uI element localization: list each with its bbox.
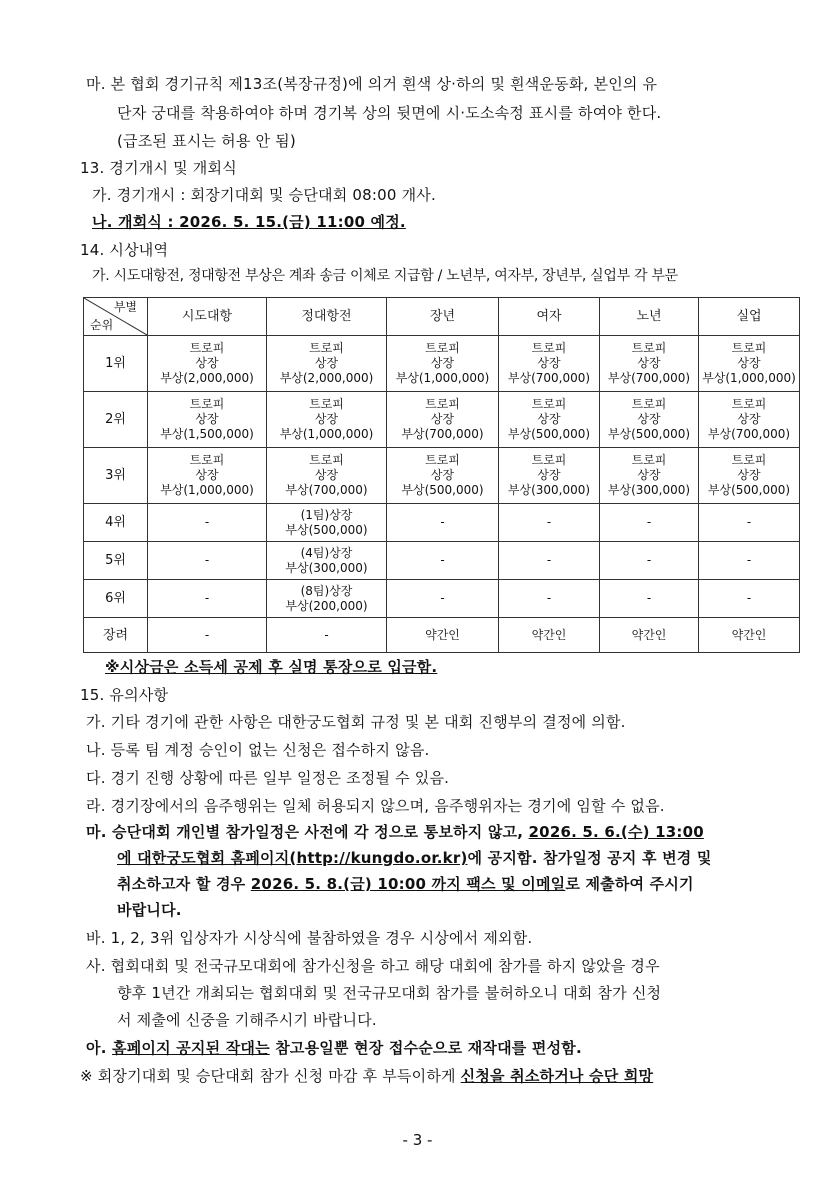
cell-text: -: [546, 515, 552, 529]
cell-text: 부상(500,000): [707, 483, 791, 497]
cell-text: -: [204, 553, 210, 567]
table-cell: [387, 448, 499, 504]
cell-text: 약간인: [631, 627, 667, 642]
cell-text: (1팀)상장: [300, 507, 353, 522]
cell-text: 부상(300,000): [285, 560, 368, 575]
cell-text: 약간인: [425, 627, 460, 642]
notice-final: [80, 1066, 653, 1086]
notice-a: [86, 1038, 582, 1058]
column-header: 실업: [699, 298, 800, 336]
cell-text: 트로피: [309, 453, 344, 467]
notice-ma-line-4: 바랍니다.: [117, 901, 182, 919]
header-rank-label: 순위: [90, 318, 114, 332]
cell-text: 트로피: [631, 453, 667, 467]
cell-text: 상장: [314, 468, 339, 482]
cell-text: 상장: [637, 468, 661, 482]
column-header: 시도대항: [148, 298, 267, 336]
section-13-item-na: [92, 212, 406, 232]
section-14-item-ga: 가. 시도대항전, 정대항전 부상은 계좌 송금 이체로 지급함 / 노년부, 여자부, 장년부, 실업부 각 부문: [92, 268, 678, 284]
notice-a-homepage: 홈페이지 공지된 작대는: [112, 1039, 270, 1057]
table-cell: [600, 336, 699, 392]
cell-text: 트로피: [309, 341, 344, 355]
rank-cell: 4위: [84, 504, 148, 542]
table-cell: [148, 336, 267, 392]
notice-ba: 바. 1, 2, 3위 입상자가 시상식에 불참하였을 경우 시상에서 제외함.: [86, 929, 533, 947]
prize-table-body: [84, 336, 800, 653]
cell-text: 트로피: [731, 341, 767, 355]
cell-text: 부상(1,000,000): [395, 371, 490, 385]
cell-text: 상장: [195, 356, 219, 370]
cell-text: -: [546, 591, 552, 605]
cell-text: 부상(1,000,000): [279, 427, 374, 441]
cell-text: 트로피: [425, 397, 460, 411]
table-cell: [699, 580, 800, 618]
cell-text: (8팀)상장: [300, 583, 353, 598]
table-cell: [148, 580, 267, 618]
table-cell: [600, 542, 699, 580]
cell-text: -: [746, 553, 752, 567]
cell-text: 부상(500,000): [507, 427, 591, 441]
cell-text: -: [204, 627, 210, 642]
table-cell: [267, 504, 387, 542]
section-13-item-ga: 가. 경기개시 : 회장기대회 및 승단대회 08:00 개사.: [92, 186, 436, 204]
cell-text: 상장: [195, 412, 219, 426]
cell-text: 트로피: [189, 341, 225, 355]
table-cell: [699, 448, 800, 504]
cell-text: 상장: [314, 356, 339, 370]
prize-note-text: ※시상금은 소득세 공제 후 실명 통장으로 입금함.: [105, 658, 438, 676]
notice-a-text: 참고용일뿐 현장 접수순으로 재작대를 편성함.: [269, 1039, 582, 1057]
cell-text: 부상(700,000): [401, 427, 484, 441]
notice-sa-line-1: 사. 협회대회 및 전국규모대회에 참가신청을 하고 해당 대회에 참가를 하지 않았을 경우: [86, 957, 660, 975]
table-cell: [600, 580, 699, 618]
table-header-row: [84, 298, 800, 336]
cell-text: 부상(700,000): [607, 371, 691, 385]
column-header: 노년: [600, 298, 699, 336]
cell-text: (4팀)상장: [300, 545, 353, 560]
table-row: [84, 448, 800, 504]
cell-text: -: [546, 553, 552, 567]
table-cell: [699, 618, 800, 653]
cell-text: 부상(700,000): [285, 483, 368, 497]
table-row: [84, 580, 800, 618]
table-cell: [387, 392, 499, 448]
rank-cell: 6위: [84, 580, 148, 618]
section-14-title: 14. 시상내역: [80, 241, 169, 259]
rank-cell: 3위: [84, 448, 148, 504]
table-cell: [267, 580, 387, 618]
cell-text: -: [440, 515, 445, 529]
cell-text: 상장: [430, 356, 455, 370]
table-cell: [148, 618, 267, 653]
cell-text: -: [440, 591, 445, 605]
section-15-title: 15. 유의사항: [80, 686, 169, 704]
table-cell: [267, 392, 387, 448]
cell-text: 트로피: [731, 453, 767, 467]
rank-cell: 장려: [84, 618, 148, 653]
cell-text: -: [746, 515, 752, 529]
header-diagonal-cell: [84, 298, 148, 336]
prize-table: [83, 297, 800, 653]
table-cell: [148, 504, 267, 542]
cell-text: 트로피: [631, 341, 667, 355]
cell-text: 부상(200,000): [285, 598, 368, 613]
table-cell: [600, 618, 699, 653]
table-cell: [148, 448, 267, 504]
cell-text: 약간인: [531, 627, 567, 642]
table-cell: [699, 336, 800, 392]
rank-cell: 5위: [84, 542, 148, 580]
table-cell: [387, 336, 499, 392]
notice-final-text: ※ 회장기대회 및 승단대회 참가 신청 마감 후 부득이하게: [80, 1067, 461, 1085]
cell-text: 상장: [637, 356, 661, 370]
prize-note: [105, 657, 437, 677]
cell-text: -: [204, 591, 210, 605]
cell-text: 상장: [430, 468, 455, 482]
table-cell: [499, 504, 600, 542]
cell-text: 트로피: [189, 397, 225, 411]
table-cell: [267, 542, 387, 580]
cell-text: 상장: [537, 412, 561, 426]
notice-ma-deadline: 2026. 5. 8.(금) 10:00 까지 팩스 및 이메일: [250, 875, 566, 893]
rule-ma-line-2: 단자 궁대를 착용하여야 하며 경기복 상의 뒷면에 시·도소속정 표시를 하여야 한다.: [117, 104, 662, 122]
rank-cell: 1위: [84, 336, 148, 392]
cell-text: 상장: [737, 412, 761, 426]
table-cell: [387, 542, 499, 580]
table-cell: [499, 448, 600, 504]
notice-final-underline: 신청을 취소하거나 승단 희망: [460, 1067, 654, 1085]
cell-text: -: [646, 553, 652, 567]
notice-a-prefix: 아.: [86, 1039, 113, 1057]
cell-text: 상장: [430, 412, 455, 426]
cell-text: 상장: [737, 356, 761, 370]
cell-text: 부상(2,000,000): [160, 371, 254, 385]
table-cell: [600, 448, 699, 504]
table-row: [84, 618, 800, 653]
cell-text: 상장: [537, 356, 561, 370]
table-row: [84, 336, 800, 392]
table-row: [84, 504, 800, 542]
cell-text: 부상(700,000): [707, 427, 791, 441]
cell-text: 트로피: [189, 453, 225, 467]
cell-text: 트로피: [531, 397, 567, 411]
table-cell: [600, 504, 699, 542]
notice-ma-line-2: [117, 848, 712, 868]
notice-ma-text-2: 에 공지함. 참가일정 공지 후 변경 및: [467, 849, 712, 867]
cell-text: -: [204, 515, 210, 529]
table-cell: [387, 580, 499, 618]
table-cell: [148, 392, 267, 448]
cell-text: 트로피: [631, 397, 667, 411]
cell-text: 부상(2,000,000): [279, 371, 374, 385]
cell-text: 부상(1,500,000): [160, 427, 254, 441]
cell-text: 트로피: [531, 453, 567, 467]
table-row: [84, 392, 800, 448]
cell-text: 트로피: [531, 341, 567, 355]
table-cell: [267, 618, 387, 653]
table-cell: [499, 618, 600, 653]
cell-text: 상장: [314, 412, 339, 426]
notice-da: 다. 경기 진행 상황에 따른 일부 일정은 조정될 수 있음.: [86, 769, 450, 787]
table-row: [84, 542, 800, 580]
notice-sa-line-3: 서 제출에 신중을 기해주시기 바랍니다.: [117, 1011, 377, 1029]
column-header: 정대항전: [267, 298, 387, 336]
rule-ma-line-3: (급조된 표시는 허용 안 됨): [117, 132, 296, 150]
notice-na: 나. 등록 팀 계정 승인이 없는 신청은 접수하지 않음.: [86, 741, 430, 759]
table-cell: [499, 542, 600, 580]
cell-text: 부상(500,000): [285, 522, 368, 537]
table-cell: [267, 336, 387, 392]
notice-ma-line-1: [86, 822, 704, 842]
cell-text: 부상(300,000): [607, 483, 691, 497]
opening-ceremony-text: 나. 개회식 : 2026. 5. 15.(금) 11:00 예정.: [92, 213, 406, 231]
table-cell: [699, 542, 800, 580]
table-cell: [499, 392, 600, 448]
cell-text: 트로피: [425, 453, 460, 467]
cell-text: 부상(700,000): [507, 371, 591, 385]
notice-ma-date: 2026. 5. 6.(수) 13:00: [528, 823, 704, 841]
table-cell: [387, 618, 499, 653]
table-cell: [267, 448, 387, 504]
header-division-label: 부별: [113, 300, 137, 314]
cell-text: 부상(500,000): [607, 427, 691, 441]
notice-ma-text-1: 마. 승단대회 개인별 참가일정은 사전에 각 정으로 통보하지 않고,: [86, 823, 529, 841]
table-cell: [699, 504, 800, 542]
cell-text: 트로피: [425, 341, 460, 355]
cell-text: 부상(500,000): [401, 483, 484, 497]
cell-text: 트로피: [309, 397, 344, 411]
rank-cell: 2위: [84, 392, 148, 448]
cell-text: -: [646, 515, 652, 529]
notice-ma-line-3: [117, 874, 694, 894]
cell-text: 부상(1,000,000): [160, 483, 254, 497]
table-cell: [499, 336, 600, 392]
cell-text: 상장: [637, 412, 661, 426]
cell-text: -: [646, 591, 652, 605]
page-number: - 3 -: [402, 1131, 433, 1149]
cell-text: 상장: [737, 468, 761, 482]
cell-text: -: [324, 627, 329, 642]
cell-text: 상장: [537, 468, 561, 482]
column-header: 여자: [499, 298, 600, 336]
section-13-title: 13. 경기개시 및 개회식: [80, 159, 237, 177]
rule-ma-line-1: 마. 본 협회 경기규칙 제13조(복장규정)에 의거 흰색 상·하의 및 흰색운동화, 본인의 유: [86, 75, 658, 93]
notice-ra: 라. 경기장에서의 음주행위는 일체 허용되지 않으며, 음주행위자는 경기에 임할 수 없음.: [86, 797, 665, 815]
notice-ma-text-3: 취소하고자 할 경우: [117, 875, 251, 893]
table-cell: [148, 542, 267, 580]
cell-text: -: [746, 591, 752, 605]
notice-ma-text-4: 로 제출하여 주시기: [565, 875, 694, 893]
column-header: 장년: [387, 298, 499, 336]
table-cell: [499, 580, 600, 618]
notice-ga: 가. 기타 경기에 관한 사항은 대한궁도협회 규정 및 본 대회 진행부의 결정에 의함.: [86, 713, 626, 731]
table-cell: [699, 392, 800, 448]
cell-text: 트로피: [731, 397, 767, 411]
notice-ma-homepage: 에 대한궁도협회 홈페이지(http://kungdo.or.kr): [117, 849, 468, 867]
notice-sa-line-2: 향후 1년간 개최되는 협회대회 및 전국규모대회 참가를 불허하오니 대회 참가 신청: [117, 984, 662, 1002]
cell-text: -: [440, 553, 445, 567]
cell-text: 상장: [195, 468, 219, 482]
cell-text: 부상(300,000): [507, 483, 591, 497]
cell-text: 부상(1,000,000): [702, 371, 796, 385]
table-cell: [387, 504, 499, 542]
cell-text: 약간인: [731, 627, 767, 642]
table-cell: [600, 392, 699, 448]
